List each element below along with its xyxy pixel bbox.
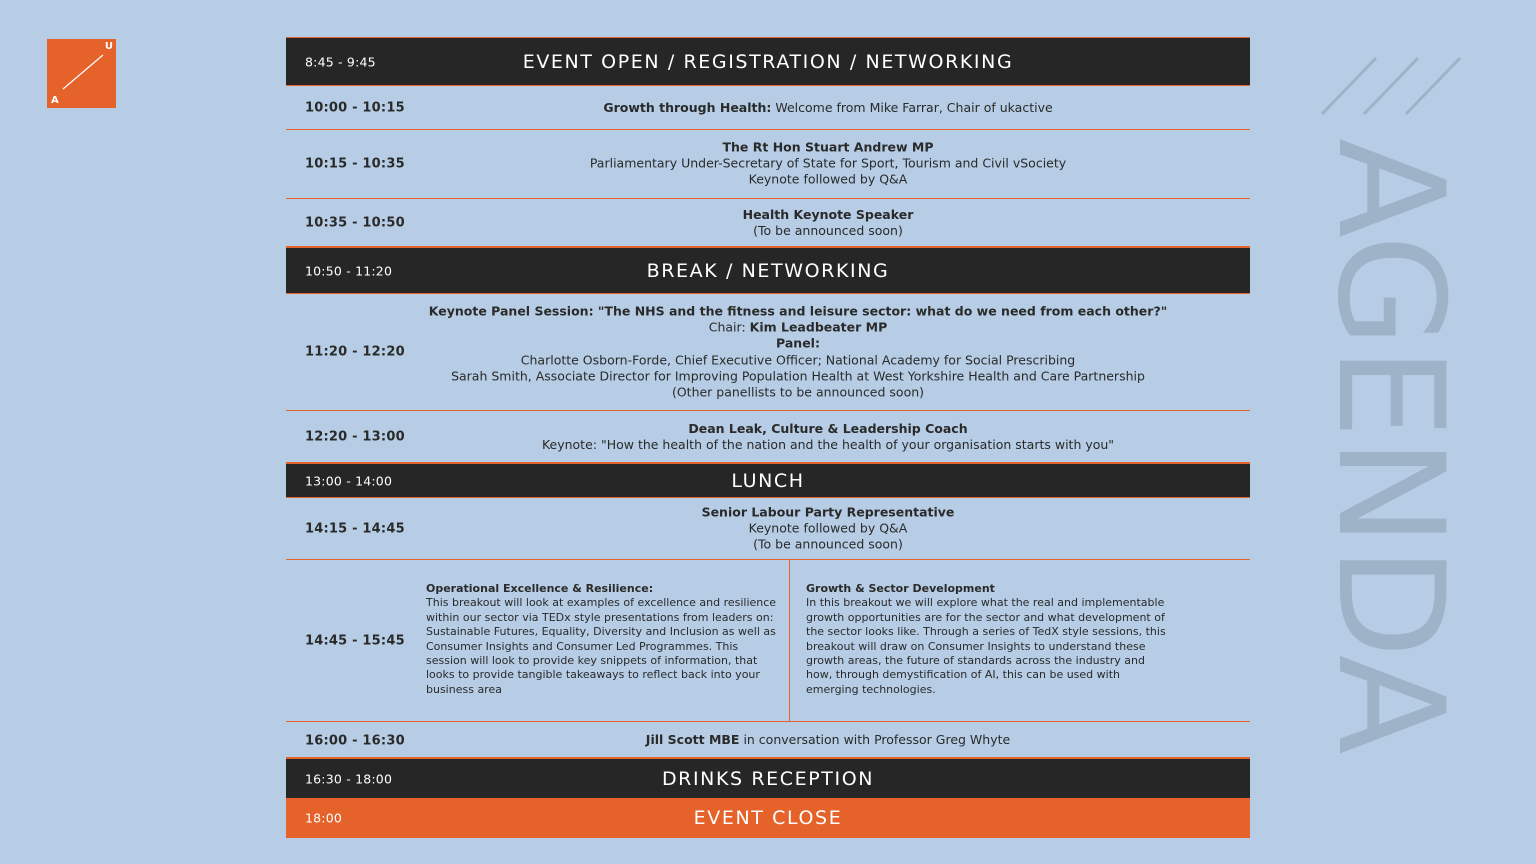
agenda-table [286,37,1250,838]
row-time: 10:50 - 11:20 [305,263,393,278]
breakout-columns [406,560,1250,721]
row-content: Dean Leak, Culture & Leadership Coach Keynote: "How the health of the nation and the health of your organisation starts with you" [541,420,1115,452]
agenda-row-jill-scott [286,722,1250,758]
row-time: 13:00 - 14:00 [305,473,393,488]
agenda-row-drinks [286,758,1250,798]
row-time: 10:15 - 10:35 [305,156,405,172]
row-heading: EVENT OPEN / REGISTRATION / NETWORKING [522,50,1014,73]
agenda-row-break [286,247,1250,294]
ukactive-logo [47,39,116,108]
row-time: 14:45 - 15:45 [305,633,405,648]
row-time: 16:00 - 16:30 [305,733,405,749]
row-content: Keynote Panel Session: "The NHS and the fitness and leisure sector: what do we need from each other?" Chair: Kim Leadbeater MP Panel: Charlotte Osborn-Forde, Chief Executive Officer; National Academy for Social Prescribing Sarah Smith, Associate Director for Improving Population Health at West Yorkshire Health and Care Partnership (Other panellists to be announced soon) [428,303,1168,400]
logo-letter-u: U [104,41,113,52]
row-content: Health Keynote Speaker (To be announced soon) [742,206,914,238]
agenda-row-labour-keynote [286,498,1250,560]
breakout-operational-excellence: Operational Excellence & Resilience: This breakout will look at examples of excellence and resilience within our sector via TEDx style presentations from leaders on: Sustainable Futures, Equality, Diversity and Inclusion as well as Consumer Insights and Consumer Led Programmes. This session will look to provide key snippets of information, that looks to provide tangible takeaways to reflect back into your business area [406,560,790,721]
row-time: 14:15 - 14:45 [305,521,405,536]
agenda-row-welcome [286,86,1250,130]
agenda-row-lunch [286,463,1250,498]
agenda-row-panel-session [286,294,1250,411]
row-time: 12:20 - 13:00 [305,429,405,444]
row-time: 18:00 [305,810,343,826]
row-time: 10:00 - 10:15 [305,100,405,115]
row-heading: DRINKS RECEPTION [661,767,875,790]
agenda-row-health-keynote [286,199,1250,247]
breakout-growth-development: Growth & Sector Development In this breakout we will explore what the real and implementable growth opportunities are for the sector and what development of the sector looks like. Through a series of TedX style sessions, this breakout will draw on Consumer Insights to understand these growth areas, the future of standards across the industry and how, through demystification of AI, this can be used with emerging technologies. [806,582,1166,696]
agenda-row-minister-keynote [286,130,1250,199]
agenda-row-registration [286,37,1250,86]
agenda-row-breakouts [286,560,1250,722]
logo-letter-a: A [51,95,59,106]
row-content: Jill Scott MBE in conversation with Professor Greg Whyte [645,731,1011,747]
row-heading: LUNCH [731,469,805,492]
row-time: 8:45 - 9:45 [305,54,376,69]
row-content: Senior Labour Party Representative Keynote followed by Q&A (To be announced soon) [701,504,955,552]
agenda-row-dean-leak [286,411,1250,463]
row-time: 10:35 - 10:50 [305,215,405,230]
row-heading: BREAK / NETWORKING [646,259,890,282]
agenda-row-event-close [286,798,1250,838]
row-heading: EVENT CLOSE [693,807,843,829]
row-content: The Rt Hon Stuart Andrew MP Parliamentary Under-Secretary of State for Sport, Tourism and Civil vSociety Keynote followed by Q&A [589,139,1067,188]
row-time: 11:20 - 12:20 [305,344,405,360]
decorative-slashes [1320,56,1462,116]
row-time: 16:30 - 18:00 [305,771,393,786]
row-content: Growth through Health: Welcome from Mike Farrar, Chair of ukactive [603,99,1053,115]
agenda-side-title: AGENDA [1305,138,1475,754]
